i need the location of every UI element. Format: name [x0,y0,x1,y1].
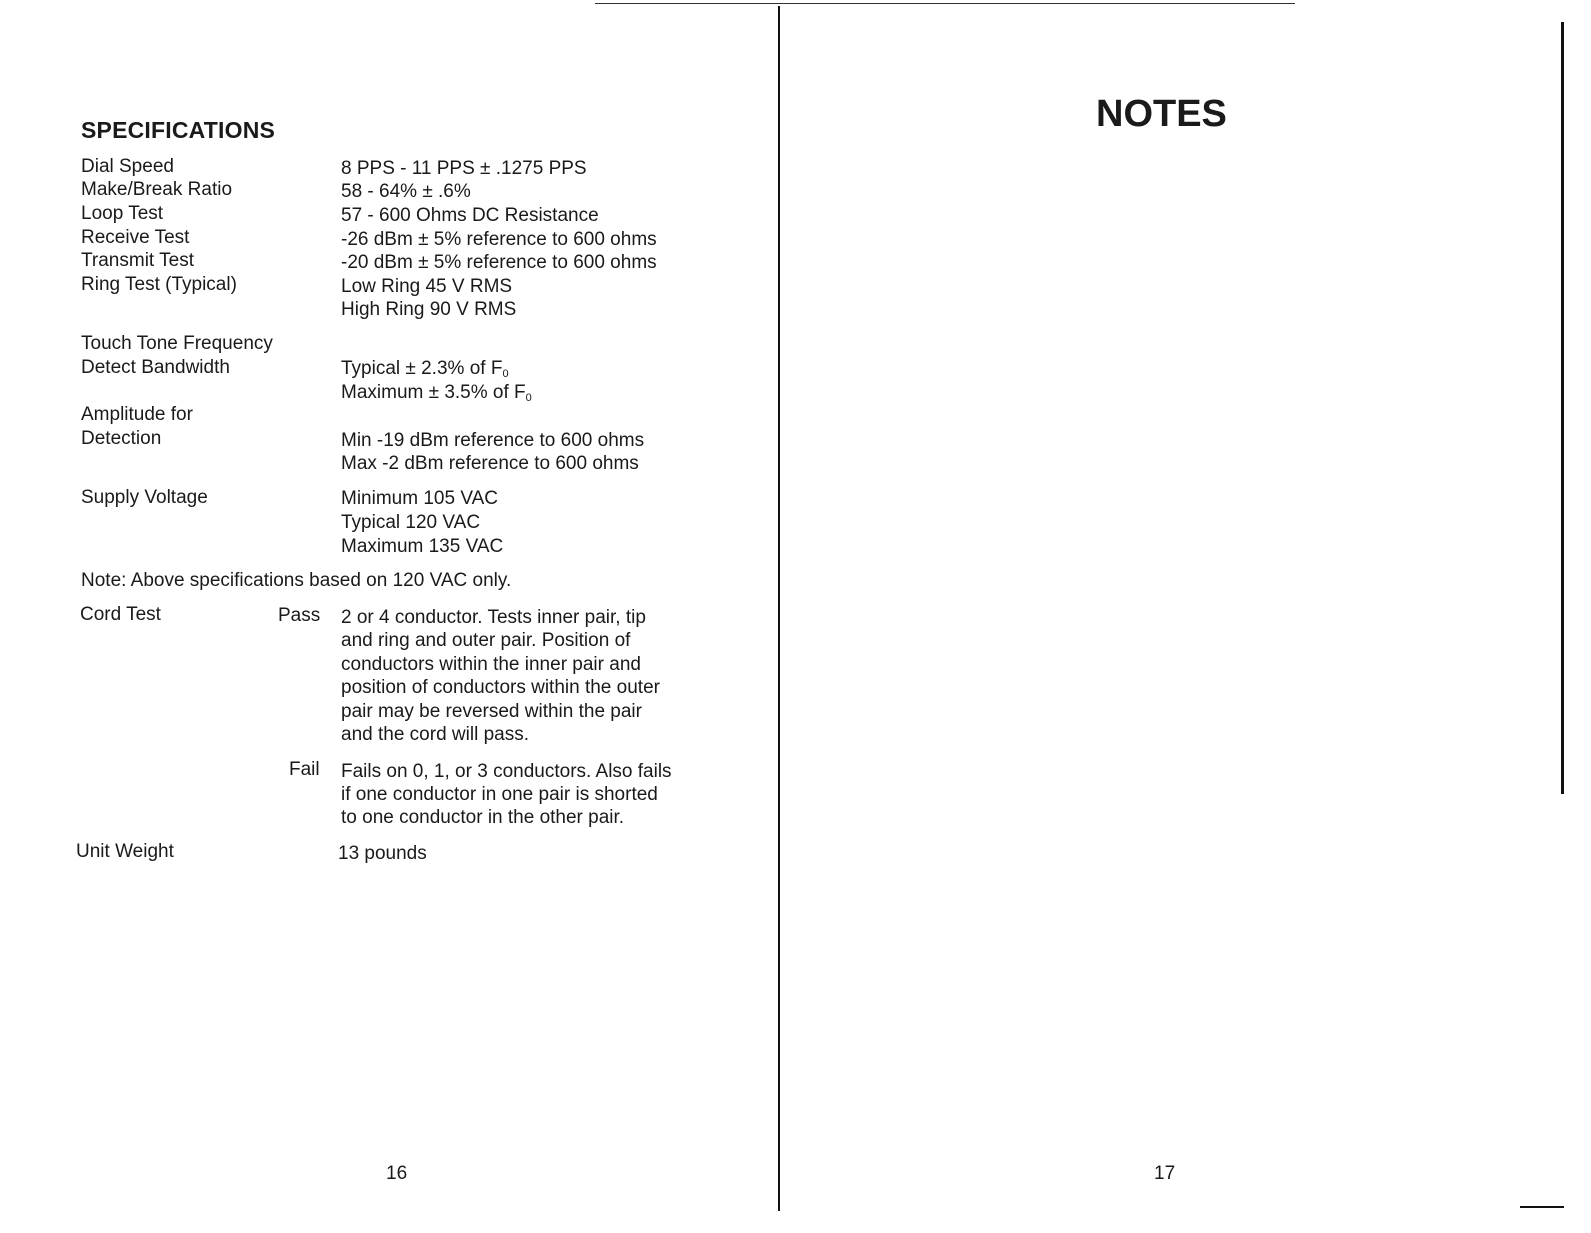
spec-value-loop-test: 57 - 600 Ohms DC Resistance [341,205,599,226]
supply-voltage-minimum: Minimum 105 VAC [341,488,498,509]
specifications-note: Note: Above specifications based on 120 VAC only. [81,570,512,591]
page-spine [778,6,780,1211]
supply-voltage-label: Supply Voltage [81,487,208,508]
spec-value-receive-test: -26 dBm ± 5% reference to 600 ohms [341,229,657,250]
bottom-right-mark [1520,1206,1564,1208]
unit-weight-value: 13 pounds [338,843,427,864]
supply-voltage-maximum: Maximum 135 VAC [341,536,504,557]
cord-test-label: Cord Test [80,604,161,625]
amplitude-min: Min -19 dBm reference to 600 ohms [341,430,645,451]
cord-test-pass-label: Pass [278,605,321,626]
spec-label-receive-test: Receive Test [81,227,190,248]
spec-label-loop-test: Loop Test [81,203,164,224]
notes-title: NOTES [1096,93,1227,135]
touch-tone-typical: Typical ± 2.3% of $F_0$ [341,358,509,380]
spec-value-high-ring: High Ring 90 V RMS [341,299,517,320]
cord-test-fail-line-2: if one conductor in one pair is shorted [341,784,658,805]
spec-label-dial-speed: Dial Speed [81,156,174,177]
page-number-left: 16 [386,1163,408,1184]
amplitude-label-2: Detection [81,428,162,449]
touch-tone-label-1: Touch Tone Frequency [81,333,273,354]
touch-tone-label-2: Detect Bandwidth [81,357,230,378]
cord-test-pass-line-5: pair may be reversed within the pair [341,701,642,722]
top-rule [595,3,1295,4]
cord-test-pass-line-4: position of conductors within the outer [341,677,660,698]
cord-test-pass-line-1: 2 or 4 conductor. Tests inner pair, tip [341,607,646,628]
cord-test-fail-line-3: to one conductor in the other pair. [341,807,625,828]
spec-label-ring-test: Ring Test (Typical) [81,274,237,295]
spec-value-dial-speed: 8 PPS - 11 PPS ± .1275 PPS [341,158,587,179]
cord-test-fail-label: Fail [289,759,320,780]
page-number-right: 17 [1154,1163,1176,1184]
specifications-title: SPECIFICATIONS [81,117,276,143]
spec-value-low-ring: Low Ring 45 V RMS [341,276,513,297]
right-edge-mark [1561,22,1564,794]
spec-label-make-break: Make/Break Ratio [81,179,233,200]
cord-test-pass-line-6: and the cord will pass. [341,724,529,745]
spec-value-transmit-test: -20 dBm ± 5% reference to 600 ohms [341,252,657,273]
amplitude-max: Max -2 dBm reference to 600 ohms [341,453,639,474]
spec-value-make-break: 58 - 64% ± .6% [341,181,471,202]
cord-test-pass-line-2: and ring and outer pair. Position of [341,630,631,651]
cord-test-fail-line-1: Fails on 0, 1, or 3 conductors. Also fails [341,761,672,782]
amplitude-label-1: Amplitude for [81,404,193,425]
unit-weight-label: Unit Weight [76,841,174,862]
spec-label-transmit-test: Transmit Test [81,250,194,271]
supply-voltage-typical: Typical 120 VAC [341,512,481,533]
cord-test-pass-line-3: conductors within the inner pair and [341,654,641,675]
touch-tone-maximum: Maximum ± 3.5% of $F_0$ [341,382,532,404]
